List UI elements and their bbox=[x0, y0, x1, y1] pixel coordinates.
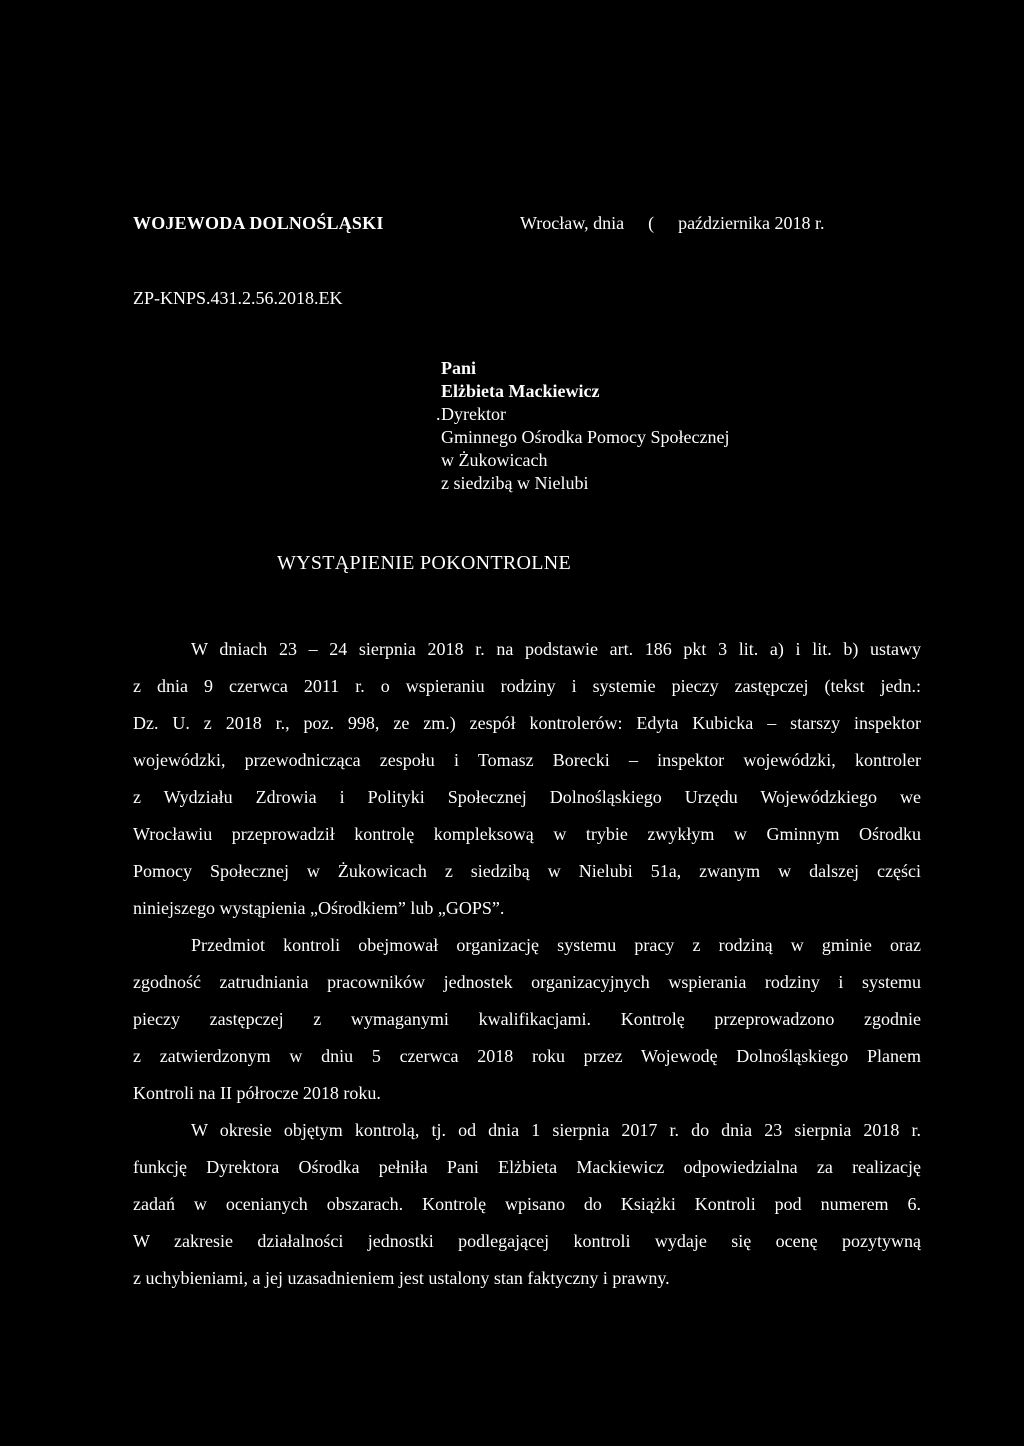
body-line: Pomocy Społecznej w Żukowicach z siedzibą w Nielubi 51a, zwanym w dalszej części bbox=[133, 861, 921, 881]
addressee-seat: z siedzibą w Nielubi bbox=[441, 473, 589, 493]
addressee-name: Elżbieta Mackiewicz bbox=[441, 381, 600, 401]
addressee-position: Dyrektor bbox=[441, 404, 506, 424]
body-line: Przedmiot kontroli obejmował organizację systemu pracy z rodziną w gminie oraz bbox=[191, 935, 921, 955]
body-line: funkcję Dyrektora Ośrodka pełniła Pani Elżbieta Mackiewicz odpowiedzialna za realizację bbox=[133, 1157, 921, 1177]
reference-number: ZP-KNPS.431.2.56.2018.EK bbox=[133, 288, 343, 308]
body-line: pieczy zastępczej z wymaganymi kwalifikacjami. Kontrolę przeprowadzono zgodnie bbox=[133, 1009, 921, 1029]
document-body bbox=[133, 631, 921, 1297]
document-title-text: WYSTĄPIENIE POKONTROLNE bbox=[276, 552, 572, 574]
body-line: Wrocławiu przeprowadził kontrolę kompleksową w trybie zwykłym w Gminnym Ośrodku bbox=[133, 824, 921, 844]
body-line: z zatwierdzonym w dniu 5 czerwca 2018 roku przez Wojewodę Dolnośląskiego Planem bbox=[133, 1046, 921, 1066]
body-line: niniejszego wystąpienia „Ośrodkiem” lub „GOPS”. bbox=[133, 898, 505, 918]
addressee-block bbox=[436, 357, 730, 495]
body-line: zgodność zatrudniania pracowników jednostek organizacyjnych wspierania rodziny i systemu bbox=[133, 972, 921, 992]
handwritten-day-mark: ( bbox=[648, 213, 655, 233]
issuer-name: WOJEWODA DOLNOŚLĄSKI bbox=[133, 213, 384, 233]
body-line: Kontroli na II półrocze 2018 roku. bbox=[133, 1083, 381, 1103]
body-line: wojewódzki, przewodnicząca zespołu i Tomasz Borecki – inspektor wojewódzki, kontroler bbox=[133, 750, 921, 770]
stray-dot: . bbox=[436, 404, 441, 424]
document-title bbox=[0, 552, 1024, 575]
addressee-line bbox=[436, 403, 729, 426]
body-line: z Wydziału Zdrowia i Polityki Społecznej Dolnośląskiego Urzędu Wojewódzkiego we bbox=[133, 787, 921, 807]
body-line: z dnia 9 czerwca 2011 r. o wspieraniu rodziny i systemie pieczy zastępczej (tekst jedn.: bbox=[133, 676, 921, 696]
body-line: zadań w ocenianych obszarach. Kontrolę wpisano do Książki Kontroli pod numerem 6. bbox=[133, 1194, 921, 1214]
place-prefix: Wrocław, dnia bbox=[520, 213, 625, 233]
addressee-locality: w Żukowicach bbox=[441, 450, 548, 470]
addressee-salutation: Pani bbox=[441, 358, 477, 378]
body-line: z uchybieniami, a jej uzasadnieniem jest ustalony stan faktyczny i prawny. bbox=[133, 1268, 670, 1288]
addressee-institution: Gminnego Ośrodka Pomocy Społecznej bbox=[441, 427, 730, 447]
body-line: Dz. U. z 2018 r., poz. 998, ze zm.) zespół kontrolerów: Edyta Kubicka – starszy inspektor bbox=[133, 713, 921, 733]
body-line: W zakresie działalności jednostki podlegającej kontroli wydaje się ocenę pozytywną bbox=[133, 1231, 921, 1251]
body-line: W okresie objętym kontrolą, tj. od dnia 1 sierpnia 2017 r. do dnia 23 sierpnia 2018 r. bbox=[191, 1120, 921, 1140]
body-line: W dniach 23 – 24 sierpnia 2018 r. na podstawie art. 186 pkt 3 lit. a) i lit. b) ustawy bbox=[191, 639, 921, 659]
date-rest: października 2018 r. bbox=[678, 213, 825, 233]
place-and-date bbox=[520, 213, 825, 234]
